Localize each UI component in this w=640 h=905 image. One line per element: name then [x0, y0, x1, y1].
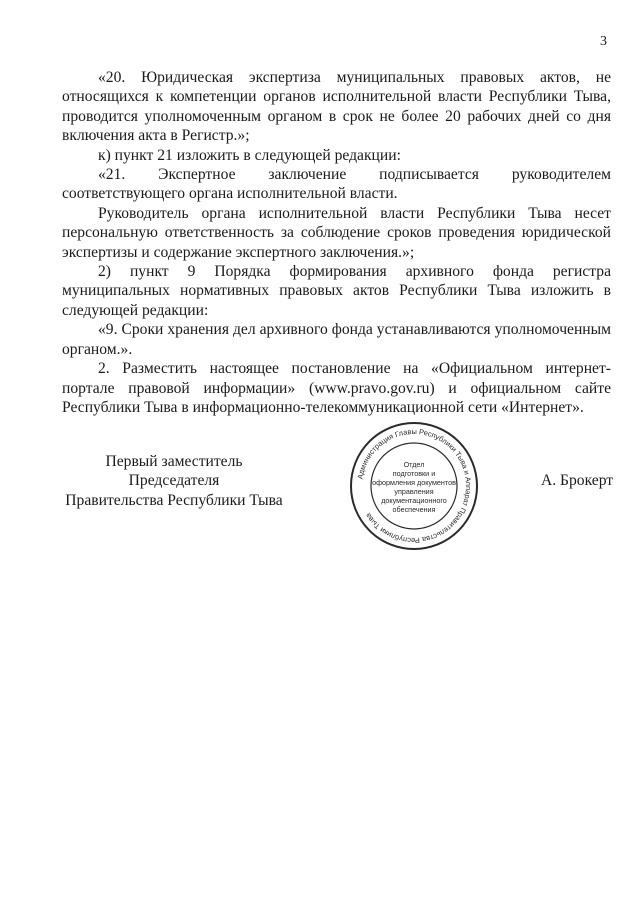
stamp-center-line: обеспечения [392, 505, 436, 514]
paragraph: Руководитель органа исполнительной власти Республики Тыва несет персональную ответственность за соблюдение сроков проведения юридической экспертизы и содержание экспертного заключения.»; [62, 204, 611, 261]
paragraph: к) пункт 21 изложить в следующей редакции: [98, 146, 401, 164]
stamp-center-line: Отдел [403, 460, 425, 469]
stamp-center-line: подготовки и [392, 469, 436, 478]
paragraph: «21. Экспертное заключение подписывается руководителем соответствующего органа исполнительной власти. [62, 166, 611, 203]
paragraph: «9. Сроки хранения дел архивного фонда устанавливаются уполномоченным органом.». [62, 321, 611, 358]
page-number: 3 [600, 34, 607, 49]
paragraph: 2) пункт 9 Порядка формирования архивного фонда регистра муниципальных нормативных правовых актов Республики Тыва изложить в следующей редакции: [62, 263, 611, 319]
stamp-center-line: документационного [381, 496, 447, 505]
signatory-name: А. Брокерт [541, 472, 614, 489]
official-stamp [348, 420, 480, 552]
signatory-position-line: Правительства Республики Тыва [65, 491, 283, 509]
signatory-position [60, 452, 288, 510]
signatory-position-line: Первый заместитель Председателя [105, 453, 243, 490]
document-body [62, 68, 611, 417]
paragraph: 2. Разместить настоящее постановление на «Официальном интернет-портале правовой информации» (www.pravo.gov.ru) и официальном сайте Республики Тыва в информационно-телекоммуникационной сети «Интернет». [62, 360, 611, 416]
paragraph: «20. Юридическая экспертиза муниципальных правовых актов, не относящихся к компетенции органов исполнительной власти Республики Тыва, проводится уполномоченным органом в срок не более 20 рабочих дней со дня включения акта в Регистр.»; [62, 69, 611, 145]
stamp-center-line: оформления документов [372, 478, 456, 487]
stamp-center-line: управления [394, 487, 434, 496]
stamp-ring-text: Администрация Главы Республики Тыва и Аппарат Правительства Республики Тыва [355, 426, 474, 546]
